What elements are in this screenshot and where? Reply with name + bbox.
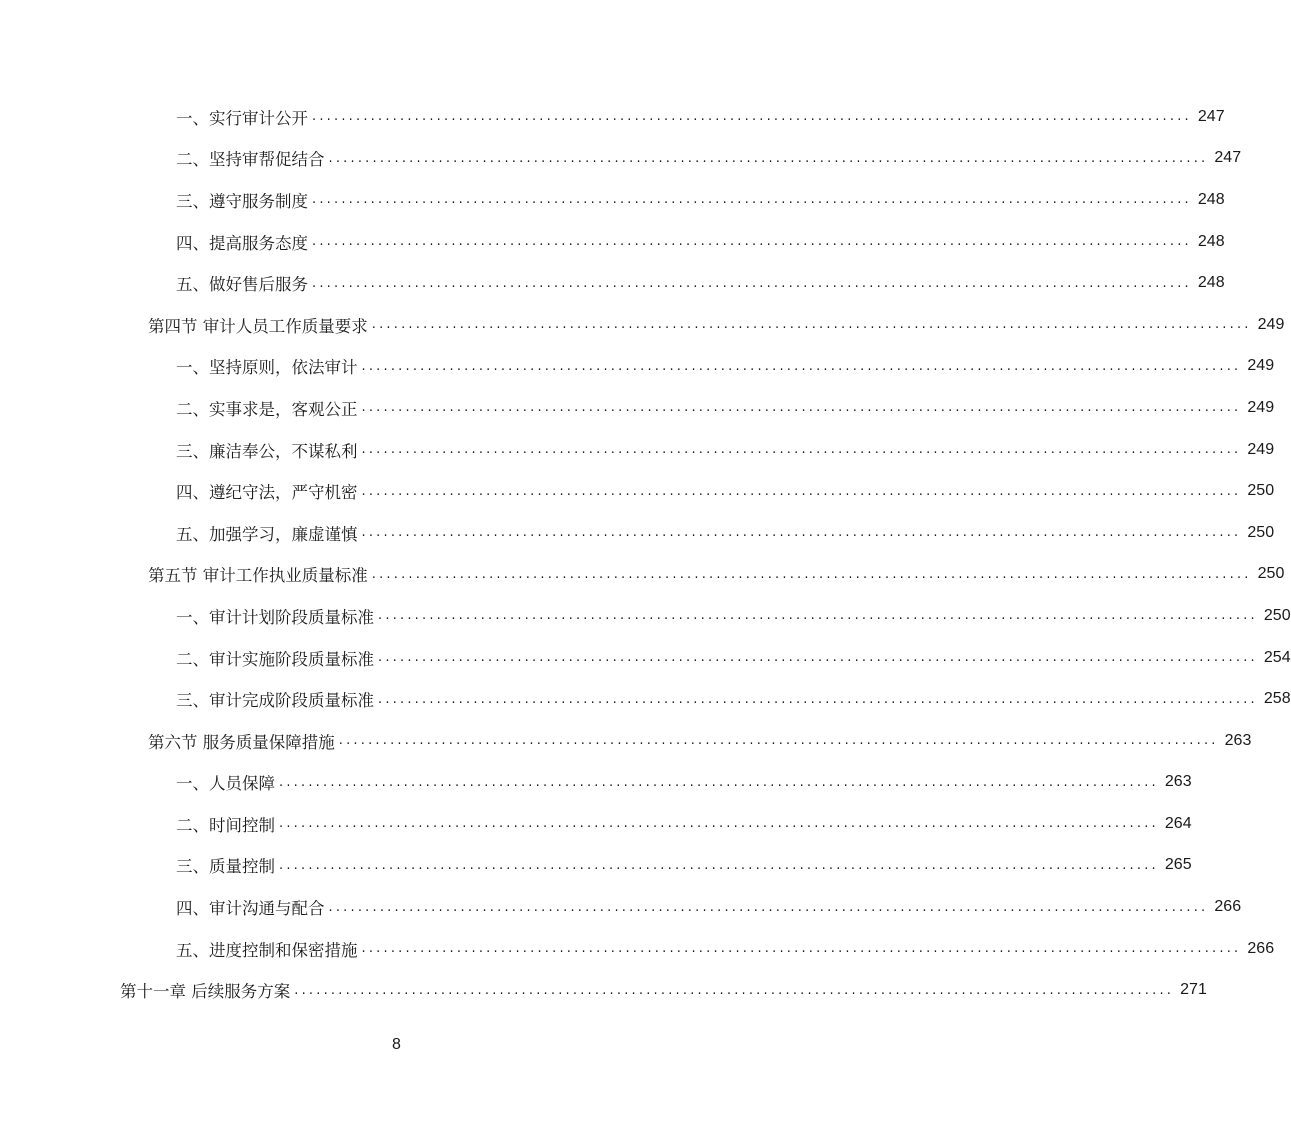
- toc-entry: [0, 179, 1225, 221]
- toc-entry-page: 248: [1197, 274, 1225, 292]
- toc-entry: [0, 678, 1291, 720]
- toc-dot-leader: ........................................................................................................................: [361, 941, 1242, 957]
- toc-entry-page: 254: [1263, 648, 1291, 666]
- toc-entry-title: 四、提高服务态度: [176, 233, 308, 253]
- toc-entry: [0, 720, 1252, 762]
- toc-entry-title: 一、人员保障: [176, 774, 275, 794]
- toc-entry-page: 249: [1247, 357, 1275, 375]
- toc-entry-page: 264: [1164, 814, 1192, 832]
- toc-entry-page: 249: [1247, 440, 1275, 458]
- toc-entry-page: 249: [1247, 398, 1275, 416]
- toc-dot-leader: ........................................................................................................................: [361, 525, 1242, 541]
- toc-entry: [0, 637, 1291, 679]
- toc-dot-leader: ........................................................................................................................: [361, 358, 1242, 374]
- toc-entry: [0, 304, 1285, 346]
- toc-entry-title: 三、质量控制: [176, 857, 275, 877]
- toc-entry-title: 五、加强学习，廉虚谨慎: [176, 524, 358, 544]
- toc-entry: [0, 512, 1275, 554]
- toc-entry-title: 二、实事求是，客观公正: [176, 399, 358, 419]
- toc-dot-leader: ........................................................................................................................: [371, 566, 1252, 582]
- toc-entry: [0, 262, 1225, 304]
- toc-dot-leader: ........................................................................................................................: [378, 650, 1258, 666]
- toc-entry: [0, 845, 1192, 887]
- toc-dot-leader: ........................................................................................................................: [361, 442, 1242, 458]
- toc-entry: [0, 886, 1242, 928]
- toc-entry: [0, 595, 1291, 637]
- toc-entry-title: 三、审计完成阶段质量标准: [176, 691, 374, 711]
- toc-entry-title: 二、审计实施阶段质量标准: [176, 649, 374, 669]
- toc-entry-title: 第六节 服务质量保障措施: [148, 732, 335, 752]
- toc-entry: [0, 762, 1192, 804]
- toc-dot-leader: ........................................................................................................................: [361, 483, 1242, 499]
- toc-entry-page: 247: [1197, 107, 1225, 125]
- toc-entry-page: 263: [1224, 731, 1252, 749]
- toc-entry-page: 250: [1257, 565, 1285, 583]
- toc-dot-leader: ........................................................................................................................: [312, 275, 1192, 291]
- toc-entry-page: 258: [1263, 690, 1291, 708]
- toc-entry: [0, 346, 1275, 388]
- toc-dot-leader: ........................................................................................................................: [328, 150, 1209, 166]
- toc-entry: [0, 387, 1275, 429]
- toc-entry: [0, 138, 1242, 180]
- toc-dot-leader: ........................................................................................................................: [279, 816, 1159, 832]
- toc-entry: [0, 554, 1285, 596]
- toc-entry-title: 五、做好售后服务: [176, 275, 308, 295]
- toc-entry-title: 二、时间控制: [176, 815, 275, 835]
- toc-entry-title: 一、实行审计公开: [176, 108, 308, 128]
- toc-entry: [0, 803, 1192, 845]
- toc-dot-leader: ........................................................................................................................: [279, 774, 1159, 790]
- toc-dot-leader: ........................................................................................................................: [338, 733, 1219, 749]
- toc-entry-title: 四、审计沟通与配合: [176, 899, 325, 919]
- toc-entry-page: 248: [1197, 190, 1225, 208]
- toc-dot-leader: ........................................................................................................................: [378, 608, 1258, 624]
- toc-entry-page: 250: [1247, 482, 1275, 500]
- toc-entry-page: 266: [1247, 939, 1275, 957]
- toc-entry-title: 第五节 审计工作执业质量标准: [148, 566, 368, 586]
- toc-entry-title: 三、遵守服务制度: [176, 191, 308, 211]
- toc-entry-page: 271: [1180, 981, 1207, 999]
- toc-entry-title: 四、遵纪守法，严守机密: [176, 483, 358, 503]
- toc-entry: [0, 928, 1275, 970]
- toc-entry-title: 一、审计计划阶段质量标准: [176, 607, 374, 627]
- toc-entry-title: 第十一章 后续服务方案: [120, 982, 291, 1002]
- toc-entry-page: 247: [1214, 149, 1242, 167]
- toc-entry: [0, 96, 1225, 138]
- toc-entry-page: 266: [1214, 898, 1242, 916]
- toc-dot-leader: ........................................................................................................................: [328, 899, 1209, 915]
- toc-entry-page: 249: [1257, 315, 1285, 333]
- toc-entry-title: 第四节 审计人员工作质量要求: [148, 316, 368, 336]
- toc-dot-leader: ........................................................................................................................: [312, 192, 1192, 208]
- toc-entry: [0, 221, 1225, 263]
- table-of-contents: [0, 96, 1291, 1011]
- toc-dot-leader: ........................................................................................................................: [378, 691, 1258, 707]
- toc-dot-leader: ........................................................................................................................: [279, 857, 1159, 873]
- toc-entry-page: 263: [1164, 773, 1192, 791]
- toc-entry: [0, 429, 1275, 471]
- toc-entry-page: 250: [1247, 523, 1275, 541]
- toc-entry-title: 一、坚持原则，依法审计: [176, 358, 358, 378]
- toc-entry-page: 265: [1164, 856, 1192, 874]
- toc-dot-leader: ........................................................................................................................: [361, 400, 1242, 416]
- toc-dot-leader: ........................................................................................................................: [312, 109, 1192, 125]
- toc-dot-leader: ........................................................................................................................: [312, 234, 1192, 250]
- toc-dot-leader: ........................................................................................................................: [371, 317, 1252, 333]
- toc-entry-page: 250: [1263, 606, 1291, 624]
- toc-entry: [0, 470, 1275, 512]
- page-number: 8: [392, 1036, 401, 1053]
- toc-entry-title: 二、坚持审帮促结合: [176, 150, 325, 170]
- toc-entry-page: 248: [1197, 232, 1225, 250]
- toc-entry-title: 五、进度控制和保密措施: [176, 940, 358, 960]
- toc-entry: [0, 969, 1207, 1011]
- toc-dot-leader: ........................................................................................................................: [294, 982, 1175, 998]
- toc-entry-title: 三、廉洁奉公，不谋私利: [176, 441, 358, 461]
